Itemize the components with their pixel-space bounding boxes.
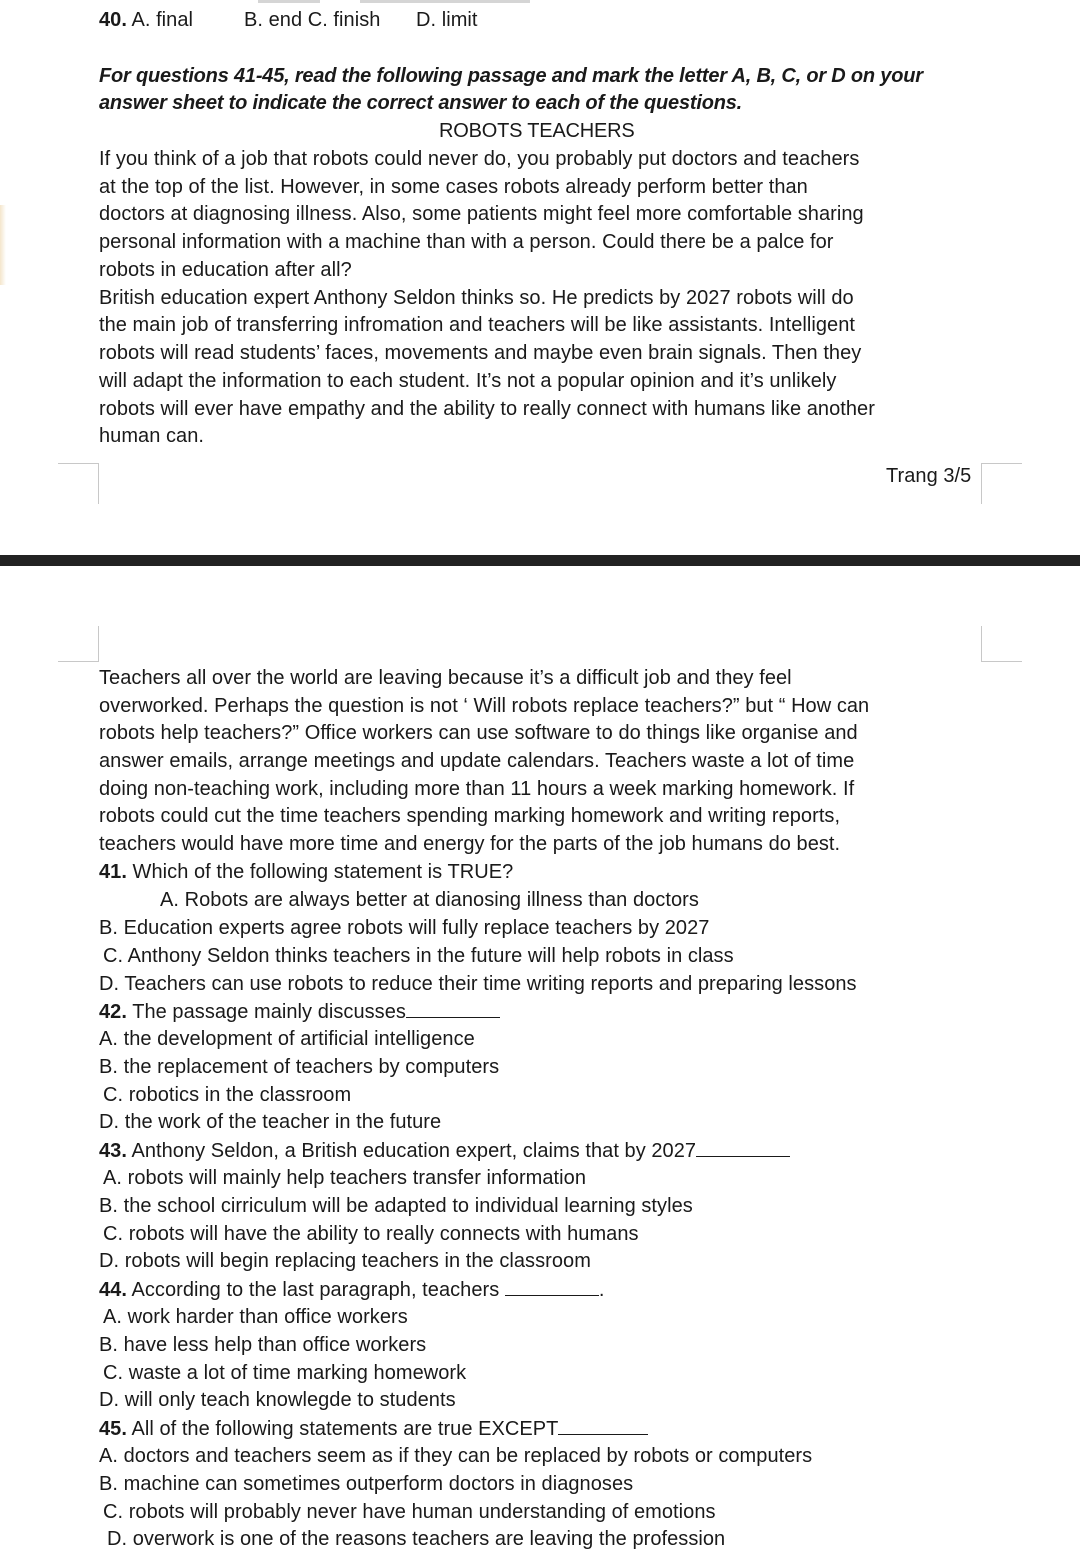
answer-blank <box>505 1275 599 1296</box>
option-d: D. Teachers can use robots to reduce their time writing reports and preparing lessons <box>99 973 857 995</box>
passage-line: robots help teachers?” Office workers can use software to do things like organise and <box>99 722 858 744</box>
answer-blank <box>558 1414 648 1435</box>
passage-line: robots will read students’ faces, movements and maybe even brain signals. Then they <box>99 342 862 364</box>
passage-line: British education expert Anthony Seldon thinks so. He predicts by 2027 robots will do <box>99 287 854 309</box>
question-40 <box>99 6 193 34</box>
passage-line: answer emails, arrange meetings and update calendars. Teachers waste a lot of time <box>99 750 855 772</box>
option-d: D. robots will begin replacing teachers in the classroom <box>99 1250 591 1272</box>
question-number: 41. <box>99 861 127 883</box>
option-b: B. Education experts agree robots will fully replace teachers by 2027 <box>99 917 710 939</box>
option-b: B. the replacement of teachers by computers <box>99 1056 500 1078</box>
passage-line: robots could cut the time teachers spending marking homework and writing reports, <box>99 805 841 827</box>
question-number: 43. <box>99 1140 127 1162</box>
page-3-top <box>0 0 1080 555</box>
question-text: The passage mainly discusses <box>126 1001 406 1023</box>
option-d: D. the work of the teacher in the future <box>99 1111 442 1133</box>
option-c: C. robots will have the ability to really connects with humans <box>103 1223 639 1245</box>
question-45-stem <box>99 1414 648 1443</box>
option-d: D. limit <box>416 9 478 31</box>
passage-line: robots will ever have empathy and the ability to really connect with humans like another <box>99 398 875 420</box>
passage-line: teachers would have more time and energy for the parts of the job humans do best. <box>99 833 841 855</box>
cut-text-fragment <box>360 0 530 3</box>
passage-line: doctors at diagnosing illness. Also, some patients might feel more comfortable sharing <box>99 203 864 225</box>
answer-blank <box>406 997 500 1018</box>
page-number: Trang 3/5 <box>886 465 972 487</box>
question-text: Which of the following statement is TRUE? <box>126 861 514 883</box>
option-c: C. robotics in the classroom <box>103 1084 352 1106</box>
passage-line: human can. <box>99 425 205 447</box>
option-c: C. robots will probably never have human understanding of emotions <box>103 1501 716 1523</box>
passage-line: If you think of a job that robots could never do, you probably put doctors and teachers <box>99 148 860 170</box>
question-number: 42. <box>99 1001 127 1023</box>
option-a: A. work harder than office workers <box>103 1306 408 1328</box>
crop-mark <box>981 463 1022 504</box>
option-d: D. overwork is one of the reasons teachers are leaving the profession <box>107 1528 726 1550</box>
question-44-stem <box>99 1275 605 1304</box>
passage-line: the main job of transferring infromation and teachers will be like assistants. Intelligent <box>99 314 855 336</box>
question-number: 40. <box>99 9 127 31</box>
passage-line: robots in education after all? <box>99 259 352 281</box>
option-bc: B. end C. finish <box>244 9 381 31</box>
passage-title: ROBOTS TEACHERS <box>439 120 635 142</box>
option-a: A. the development of artificial intelligence <box>99 1028 475 1050</box>
instructions-line-1: For questions 41-45, read the following passage and mark the letter A, B, C, or D on your <box>99 65 923 87</box>
option-a: A. doctors and teachers seem as if they can be replaced by robots or computers <box>99 1445 813 1467</box>
crop-mark <box>58 626 99 662</box>
cut-text-fragment <box>258 0 320 3</box>
passage-line: personal information with a machine than with a person. Could there be a palce for <box>99 231 834 253</box>
instructions-line-2: answer sheet to indicate the correct answer to each of the questions. <box>99 92 743 114</box>
question-text: According to the last paragraph, teachers <box>126 1279 505 1301</box>
question-end: . <box>598 1279 605 1301</box>
crop-mark <box>981 626 1022 662</box>
question-number: 45. <box>99 1418 127 1440</box>
question-41-stem <box>99 858 513 886</box>
crop-mark <box>58 463 99 504</box>
option-b: B. machine can sometimes outperform doctors in diagnoses <box>99 1473 634 1495</box>
option-b: B. the school cirriculum will be adapted to individual learning styles <box>99 1195 693 1217</box>
option-c: C. Anthony Seldon thinks teachers in the future will help robots in class <box>103 945 734 967</box>
answer-blank <box>696 1136 790 1157</box>
question-text: All of the following statements are true EXCEPT <box>126 1418 559 1440</box>
question-text: Anthony Seldon, a British education expert, claims that by 2027 <box>126 1140 697 1162</box>
passage-line: doing non-teaching work, including more than 11 hours a week marking homework. If <box>99 778 855 800</box>
passage-line: will adapt the information to each student. It’s not a popular opinion and it’s unlikely <box>99 370 837 392</box>
passage-line: at the top of the list. However, in some cases robots already perform better than <box>99 176 808 198</box>
passage-line: overworked. Perhaps the question is not ‘ Will robots replace teachers?” but “ How can <box>99 695 870 717</box>
option-a: A. final <box>131 9 194 31</box>
question-number: 44. <box>99 1279 127 1301</box>
option-a: A. Robots are always better at dianosing illness than doctors <box>160 889 699 911</box>
question-42-stem <box>99 997 500 1026</box>
page-divider <box>0 555 1080 566</box>
option-b: B. have less help than office workers <box>99 1334 427 1356</box>
option-c: C. waste a lot of time marking homework <box>103 1362 467 1384</box>
page-edge-shadow <box>0 205 6 285</box>
question-43-stem <box>99 1136 790 1165</box>
option-a: A. robots will mainly help teachers transfer information <box>103 1167 587 1189</box>
passage-line: Teachers all over the world are leaving because it’s a difficult job and they feel <box>99 667 792 689</box>
option-d: D. will only teach knowlegde to students <box>99 1389 456 1411</box>
